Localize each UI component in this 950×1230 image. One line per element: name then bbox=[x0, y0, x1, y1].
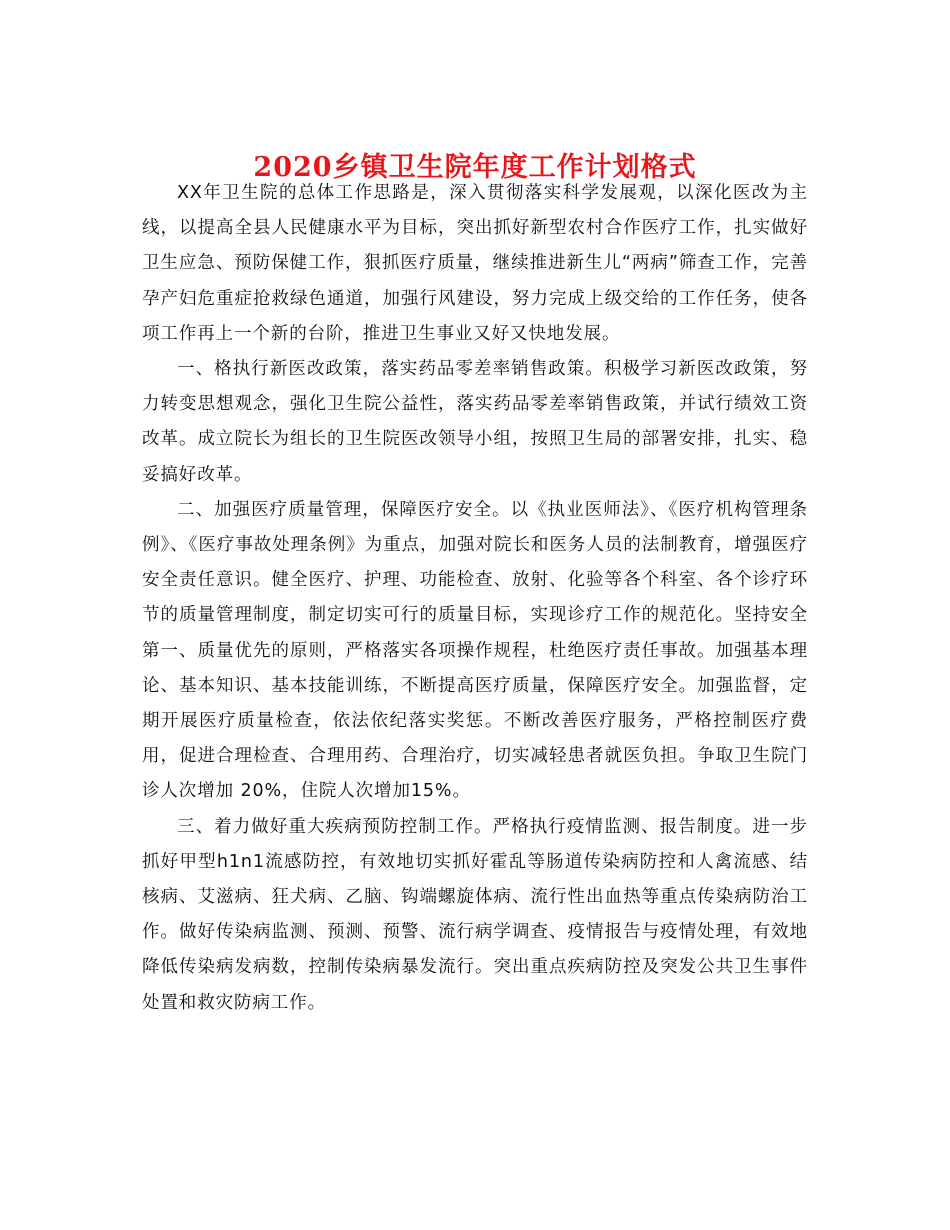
paragraph-section-1: 一、格执行新医改政策，落实药品零差率销售政策。积极学习新医改政策，努力转变思想观念，强化卫生院公益性，落实药品零差率销售政策，并试行绩效工资改革。成立院长为组长的卫生院医改领导小组，按照卫生局的部署安排，扎实、稳妥搞好改革。 bbox=[142, 359, 808, 485]
paragraph-section-3: 三、着力做好重大疾病预防控制工作。严格执行疫情监测、报告制度。进一步抓好甲型h1n1流感防控，有效地切实抓好霍乱等肠道传染病防控和人禽流感、结核病、艾滋病、狂犬病、乙脑、钩端螺旋体病、流行性出血热等重点传染病防治工作。做好传染病监测、预测、预警、流行病学调查、疫情报告与疫情处理，有效地降低传染病发病数，控制传染病暴发流行。突出重点疾病防控及突发公共卫生事件处置和救灾防病工作。 bbox=[142, 816, 808, 1013]
paragraph-intro: XX年卫生院的总体工作思路是，深入贯彻落实科学发展观，以深化医改为主线，以提高全县人民健康水平为目标，突出抓好新型农村合作医疗工作，扎实做好卫生应急、预防保健工作，狠抓医疗质量，继续推进新生儿“两病”筛查工作，完善孕产妇危重症抢救绿色通道，加强行风建设，努力完成上级交给的工作任务，使各项工作再上一个新的台阶，推进卫生事业又好又快地发展。 bbox=[142, 183, 808, 344]
paragraph-section-2: 二、加强医疗质量管理，保障医疗安全。以《执业医师法》、《医疗机构管理条例》、《医疗事故处理条例》为重点，加强对院长和医务人员的法制教育，增强医疗安全责任意识。健全医疗、护理、功能检查、放射、化验等各个科室、各个诊疗环节的质量管理制度，制定切实可行的质量目标，实现诊疗工作的规范化。坚持安全第一、质量优先的原则，严格落实各项操作规程，杜绝医疗责任事故。加强基本理论、基本知识、基本技能训练，不断提高医疗质量，保障医疗安全。加强监督，定期开展医疗质量检查，依法依纪落实奖惩。不断改善医疗服务，严格控制医疗费用，促进合理检查、合理用药、合理治疗，切实减轻患者就医负担。争取卫生院门诊人次增加 20%，住院人次增加15%。 bbox=[142, 499, 808, 802]
document-title: 2020乡镇卫生院年度工作计划格式 bbox=[253, 152, 697, 184]
document-body bbox=[142, 176, 808, 1021]
